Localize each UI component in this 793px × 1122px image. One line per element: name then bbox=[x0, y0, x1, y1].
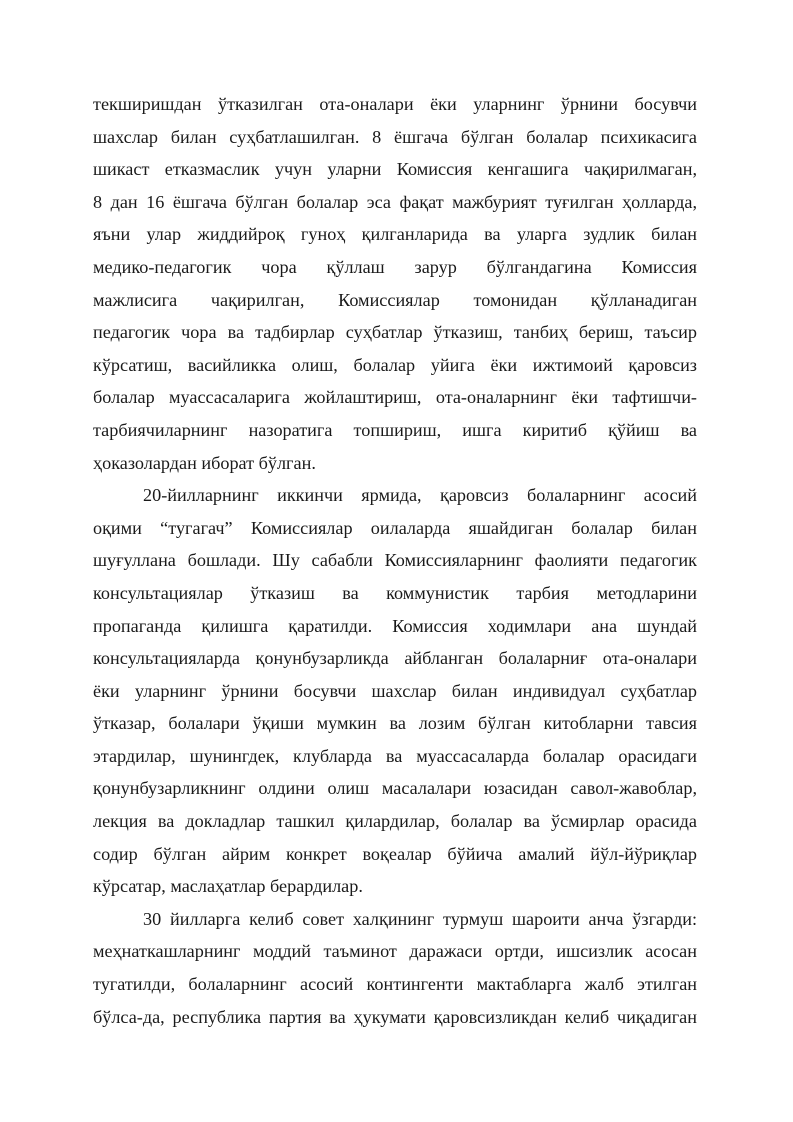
text-line: 20-йилларнинг иккинчи ярмида, қаровсиз болаларнинг асосий bbox=[143, 485, 697, 506]
text-line: кўрсатиш, васийликка олиш, болалар уйига ёки ижтимоий қаровсиз bbox=[93, 354, 697, 375]
body-text bbox=[93, 88, 697, 1033]
text-line: қонунбузарликнинг олдини олиш масалалари юзасидан савол-жавоблар, bbox=[93, 778, 697, 799]
text-line: ҳоказолардан иборат бўлган. bbox=[93, 452, 316, 473]
text-line: яъни улар жиддийроқ гуноҳ қилганларида ва уларга зудлик билан bbox=[93, 224, 697, 245]
text-line: шикаст етказмаслик учун уларни Комиссия кенгашига чақирилмаган, bbox=[93, 159, 697, 180]
text-line: медико-педагогик чора қўллаш зарур бўлгандагина Комиссия bbox=[93, 256, 697, 277]
text-line: мажлисига чақирилган, Комиссиялар томонидан қўлланадиган bbox=[93, 289, 697, 310]
text-line: тарбиячиларнинг назоратига топшириш, ишга киритиб қўйиш ва bbox=[93, 419, 697, 440]
text-line: тугатилди, болаларнинг асосий контингенти мактабларга жалб этилган bbox=[93, 974, 697, 995]
text-line: бўлса-да, республика партия ва ҳукумати қаровсизликдан келиб чиқадиган bbox=[93, 1006, 697, 1027]
text-line: болалар муассасаларига жойлаштириш, ота-оналарнинг ёки тафтишчи- bbox=[93, 387, 697, 408]
text-line: консультацияларда қонунбузарликда айбланган болаларниғ ота-оналари bbox=[93, 648, 697, 669]
text-line: педагогик чора ва тадбирлар суҳбатлар ўтказиш, танбиҳ бериш, таъсир bbox=[93, 322, 697, 343]
text-line: 8 дан 16 ёшгача бўлган болалар эса фақат мажбурият туғилган ҳолларда, bbox=[93, 191, 697, 212]
text-line: пропаганда қилишга қаратилди. Комиссия ходимлари ана шундай bbox=[93, 615, 697, 636]
text-line: консультациялар ўтказиш ва коммунистик тарбия методларини bbox=[93, 582, 697, 603]
text-line: оқими “тугагач” Комиссиялар оилаларда яшайдиган болалар билан bbox=[93, 517, 697, 538]
text-line: ўтказар, болалари ўқиши мумкин ва лозим бўлган китобларни тавсия bbox=[93, 713, 697, 734]
text-line: содир бўлган айрим конкрет воқеалар бўйича амалий йўл-йўриқлар bbox=[93, 843, 697, 864]
text-line: шуғуллана бошлади. Шу сабабли Комиссияларнинг фаолияти педагогик bbox=[93, 550, 697, 571]
text-line: этардилар, шунингдек, клубларда ва муассасаларда болалар орасидаги bbox=[93, 745, 697, 766]
text-line: меҳнаткашларнинг моддий таъминот даражаси ортди, ишсизлик асосан bbox=[93, 941, 697, 962]
text-line: лекция ва докладлар ташкил қилардилар, болалар ва ўсмирлар орасида bbox=[93, 811, 697, 832]
text-line: кўрсатар, маслаҳатлар берардилар. bbox=[93, 876, 363, 897]
text-line: ёки уларнинг ўрнини босувчи шахслар билан индивидуал суҳбатлар bbox=[93, 680, 697, 701]
text-line: текширишдан ўтказилган ота-оналари ёки уларнинг ўрнини босувчи bbox=[93, 94, 697, 114]
text-line: шахслар билан суҳбатлашилган. 8 ёшгача бўлган болалар психикасига bbox=[93, 126, 697, 147]
text-line: 30 йилларга келиб совет халқининг турмуш шароити анча ўзгарди: bbox=[143, 908, 697, 929]
